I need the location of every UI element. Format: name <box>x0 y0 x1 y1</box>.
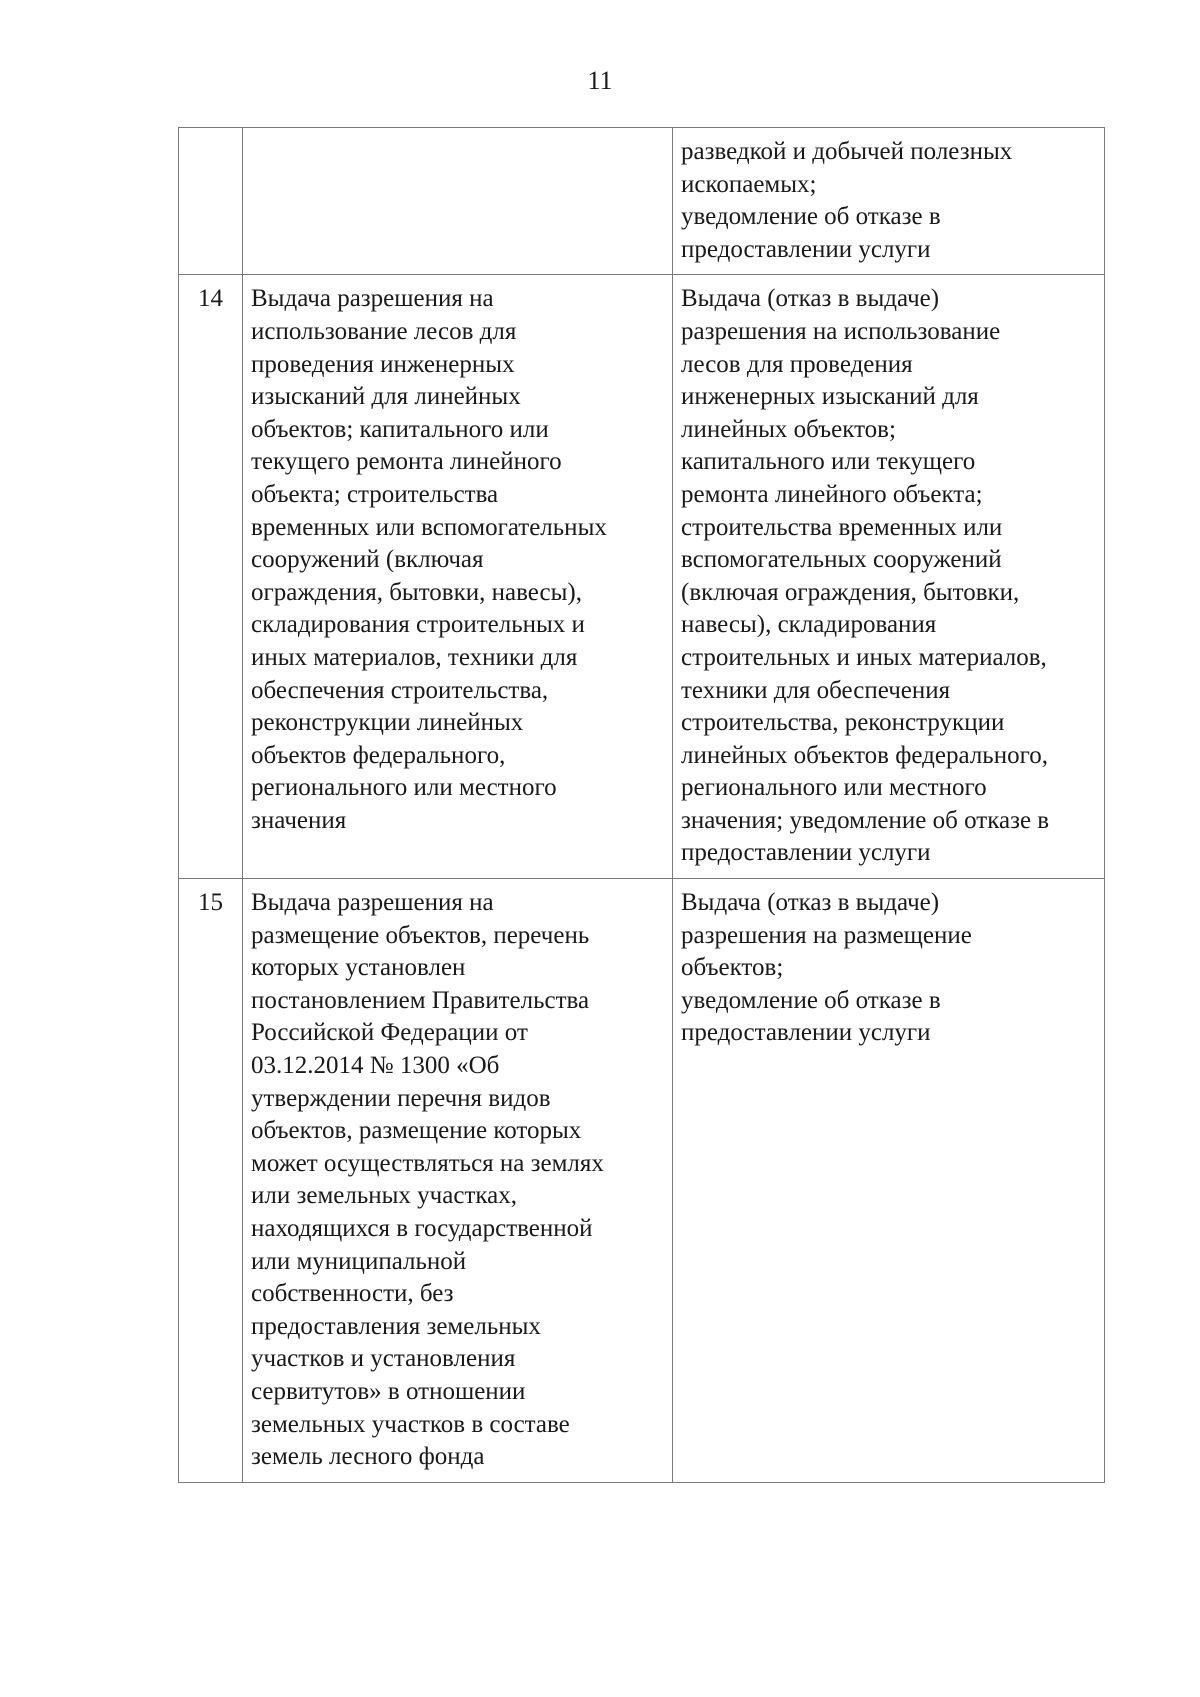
table-row <box>179 275 1105 879</box>
service-name-line: 03.12.2014 № 1300 «Об <box>251 1052 500 1080</box>
service-name-line: регионального или местного <box>251 774 557 802</box>
service-result-line: навесы), складирования <box>681 611 937 639</box>
service-name-line: изысканий для линейных <box>251 383 521 411</box>
service-name-cell <box>243 879 673 1483</box>
service-result-line: разведкой и добычей полезных <box>681 138 1013 165</box>
service-result-line: строительства, реконструкции <box>681 709 1005 737</box>
table-row <box>179 128 1105 275</box>
service-result-line: ремонта линейного объекта; <box>681 480 983 508</box>
service-name-line: использование лесов для <box>251 317 517 345</box>
service-name-line: или земельных участках, <box>251 1182 517 1210</box>
service-name-line: объектов, размещение которых <box>251 1117 582 1145</box>
service-name-line: Выдача разрешения на <box>251 889 494 917</box>
service-name-line: сооружений (включая <box>251 546 484 574</box>
service-name-line: объекта; строительства <box>251 480 499 508</box>
service-result-line: разрешения на размещение <box>681 921 972 949</box>
service-name-line: или муниципальной <box>251 1247 467 1275</box>
page-number: 11 <box>587 66 613 95</box>
service-name-line: временных или вспомогательных <box>251 513 607 541</box>
service-name-line: проведения инженерных <box>251 350 515 378</box>
service-result-line: лесов для проведения <box>681 350 913 378</box>
service-result-cell <box>673 879 1105 1483</box>
service-result-line: строительных и иных материалов, <box>681 643 1047 671</box>
row-number-cell <box>179 128 243 275</box>
service-result-line: предоставлении услуги <box>681 1019 931 1047</box>
service-name-line: земельных участков в составе <box>251 1410 570 1438</box>
service-result-line: инженерных изысканий для <box>681 383 979 411</box>
service-name-line: участков и установления <box>251 1345 516 1373</box>
service-name-line: иных материалов, техники для <box>251 643 578 671</box>
service-result-line: предоставлении услуги <box>681 839 931 867</box>
service-result-line: (включая ограждения, бытовки, <box>681 578 1020 606</box>
service-result-line: уведомление об отказе в <box>681 986 941 1014</box>
service-result-line: предоставлении услуги <box>681 235 931 263</box>
service-name-cell <box>243 275 673 879</box>
service-result-line: линейных объектов федерального, <box>681 741 1048 769</box>
table-row <box>179 879 1105 1483</box>
services-table <box>178 127 1105 1483</box>
service-name-line: объектов; капитального или <box>251 415 549 443</box>
service-name-line: находящихся в государственной <box>251 1215 593 1242</box>
service-result-cell <box>673 275 1105 879</box>
service-result-line: разрешения на использование <box>681 317 1001 345</box>
service-result-line: техники для обеспечения <box>681 676 951 704</box>
service-name-line: реконструкции линейных <box>251 709 524 737</box>
service-name-line: которых установлен <box>251 954 466 982</box>
service-result-line: регионального или местного <box>681 774 987 802</box>
service-name-line: Выдача разрешения на <box>251 285 494 313</box>
service-name-line: земель лесного фонда <box>251 1443 485 1471</box>
service-name-line: объектов федерального, <box>251 741 506 769</box>
service-name-line: ограждения, бытовки, навесы), <box>251 578 582 606</box>
service-name-line: собственности, без <box>251 1280 454 1308</box>
service-name-line: размещение объектов, перечень <box>251 921 590 949</box>
service-name-line: предоставления земельных <box>251 1312 541 1340</box>
service-result-line: объектов; <box>681 954 784 982</box>
service-name-line: складирования строительных и <box>251 611 585 639</box>
service-result-line: ископаемых; <box>681 170 817 198</box>
row-number-cell: 15 <box>179 879 243 1483</box>
service-name-line: обеспечения строительства, <box>251 676 549 704</box>
service-result-line: строительства временных или <box>681 513 1003 541</box>
services-table-body <box>179 128 1105 1483</box>
service-name-line: текущего ремонта линейного <box>251 448 562 476</box>
service-name-cell <box>243 128 673 275</box>
service-result-line: вспомогательных сооружений <box>681 546 1002 574</box>
service-result-line: Выдача (отказ в выдаче) <box>681 285 940 313</box>
service-result-line: значения; уведомление об отказе в <box>681 806 1050 834</box>
service-result-line: уведомление об отказе в <box>681 203 941 231</box>
service-result-cell <box>673 128 1105 275</box>
service-result-line: Выдача (отказ в выдаче) <box>681 889 940 917</box>
service-name-line: может осуществляться на землях <box>251 1149 604 1177</box>
service-name-line: значения <box>251 806 347 834</box>
row-number-cell: 14 <box>179 275 243 879</box>
service-name-line: утверждении перечня видов <box>251 1084 551 1112</box>
service-result-line: линейных объектов; <box>681 415 896 443</box>
service-name-line: Российской Федерации от <box>251 1019 528 1047</box>
service-name-line: сервитутов» в отношении <box>251 1377 526 1405</box>
service-name-line: постановлением Правительства <box>251 986 590 1014</box>
service-result-line: капитального или текущего <box>681 448 976 476</box>
